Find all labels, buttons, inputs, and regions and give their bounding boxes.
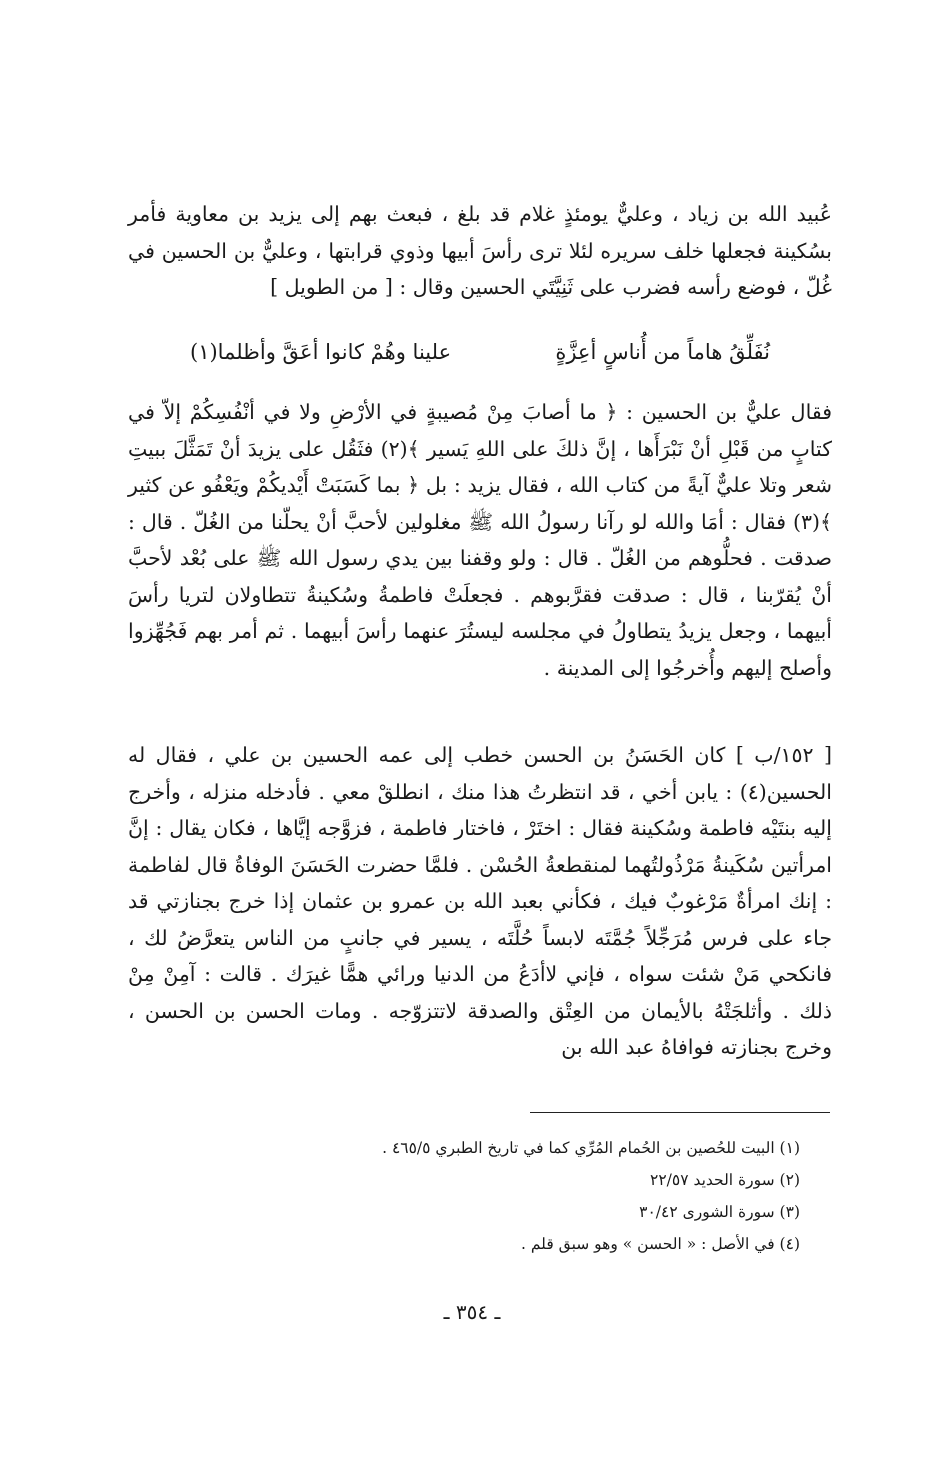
footnote-divider [530,1112,830,1113]
footnote-1: (١) البيت للحُصين بن الحُمام المُرِّي كما في تاريخ الطبري ٤٦٥/٥ . [382,1139,800,1157]
verse-first-hemistich: نُفَلِّقُ هاماً من أُناسٍ أعِزَّةٍ [555,340,770,364]
page-number: ـ ٣٥٤ ـ [443,1300,501,1324]
paragraph-3: [ ١٥٢/ب ] كان الحَسَنُ بن الحسن خطب إلى عمه الحسين بن علي ، فقال له الحسين(٤) : يابن أخي ، قد انتظرتُ هذا منك ، انطلقْ معي . فأدخله منزله ، وأخرج إليه بنتَيْه فاطمة وسُكينة فقال : اختَرْ ، فاختار فاطمة ، فزوَّجه إيَّاها ، فكان يقال : إنَّ امرأتين سُكَينةُ مَرْذُولتُهما لمنقطعةُ الحُسْن . فلمَّا حضرت الحَسَنَ الوفاةُ قال لفاطمة : إنك امرأةٌ مَرْغوبٌ فيك ، فكأني بعبد الله بن عمرو بن عثمان إذا خرج بجنازتي قد جاء على فرس مُرَجِّلاً جُمَّتَه لابساً حُلَّتَه ، يسير في جانبٍ من الناس يتعرَّضُ لك ، فانكحي مَنْ شئت سواه ، فإني لاأدَعُ من الدنيا ورائي همًّا غيرَك . قالت : آمِنْ مِنْ ذلك . وأثلجَتْهُ بالأيمان من العِتْق والصدقة لاتتزوّجه . ومات الحسن بن الحسن ، وخرج بجنازته فوافاهُ عبد الله بن [128,743,833,1059]
footnote-4: (٤) في الأصل : « الحسن » وهو سبق قلم . [521,1235,800,1253]
verse-second-hemistich: علينا وهُمْ كانوا أعَقَّ وأظلما(١) [190,340,452,364]
footnotes-list [380,1132,800,1260]
poetry-verse [190,334,770,370]
footnote-2: (٢) سورة الحديد ٢٢/٥٧ [650,1171,800,1189]
paragraph-2: فقال عليٌّ بن الحسين : ﴿ ما أصابَ مِنْ مُصيبةٍ في الأرْضِ ولا في أنْفُسِكُمْ إلاّ في كتابٍ من قَبْلِ أنْ نَبْرَأَها ، إنَّ ذلكَ على اللهِ يَسير ﴾(٢) فثَقُل على يزيدَ أنْ تَمَثَّلَ ببيتِ شعر وتلا عليٌّ آيةً من كتاب الله ، فقال يزيد : بل ﴿ بما كَسَبَتْ أَيْديكُمْ ويَعْفُو عن كثير ﴾(٣) فقال : أمَا والله لو رآنا رسولُ الله ﷺ مغلولين لأحبَّ أنْ يحلّنا من الغُلّ . قال : صدقت . فحلُّوهم من الغُلّ . قال : ولو وقفنا بين يدي رسول الله ﷺ على بُعْد لأحبَّ أنْ يُقرّبنا ، قال : صدقت فقرَّبوهم . فجعلَتْ فاطمةُ وسُكينةُ تتطاولان لتريا رأسَ أبيهما ، وجعل يزيدُ يتطاولُ في مجلسه ليستُرَ عنهما رأسَ أبيهما . ثم أمر بهم فَجُهِّزوا وأصلح إليهم وأُخرجُوا إلى المدينة . [128,400,832,680]
paragraph-1: عُبيد الله بن زياد ، وعليٌّ يومئذٍ غلام قد بلغ ، فبعث بهم إلى يزيد بن معاوية فأمر بسُكينة فجعلها خلف سريره لئلا ترى رأسَ أبيها وذوي قرابتها ، وعليٌّ بن الحسين في غُلّ ، فوضع رأسه فضرب على ثَنِيَّتَي الحسين وقال : [ من الطويل ] [128,202,832,299]
footnote-3: (٣) سورة الشورى ٣٠/٤٢ [639,1203,800,1221]
